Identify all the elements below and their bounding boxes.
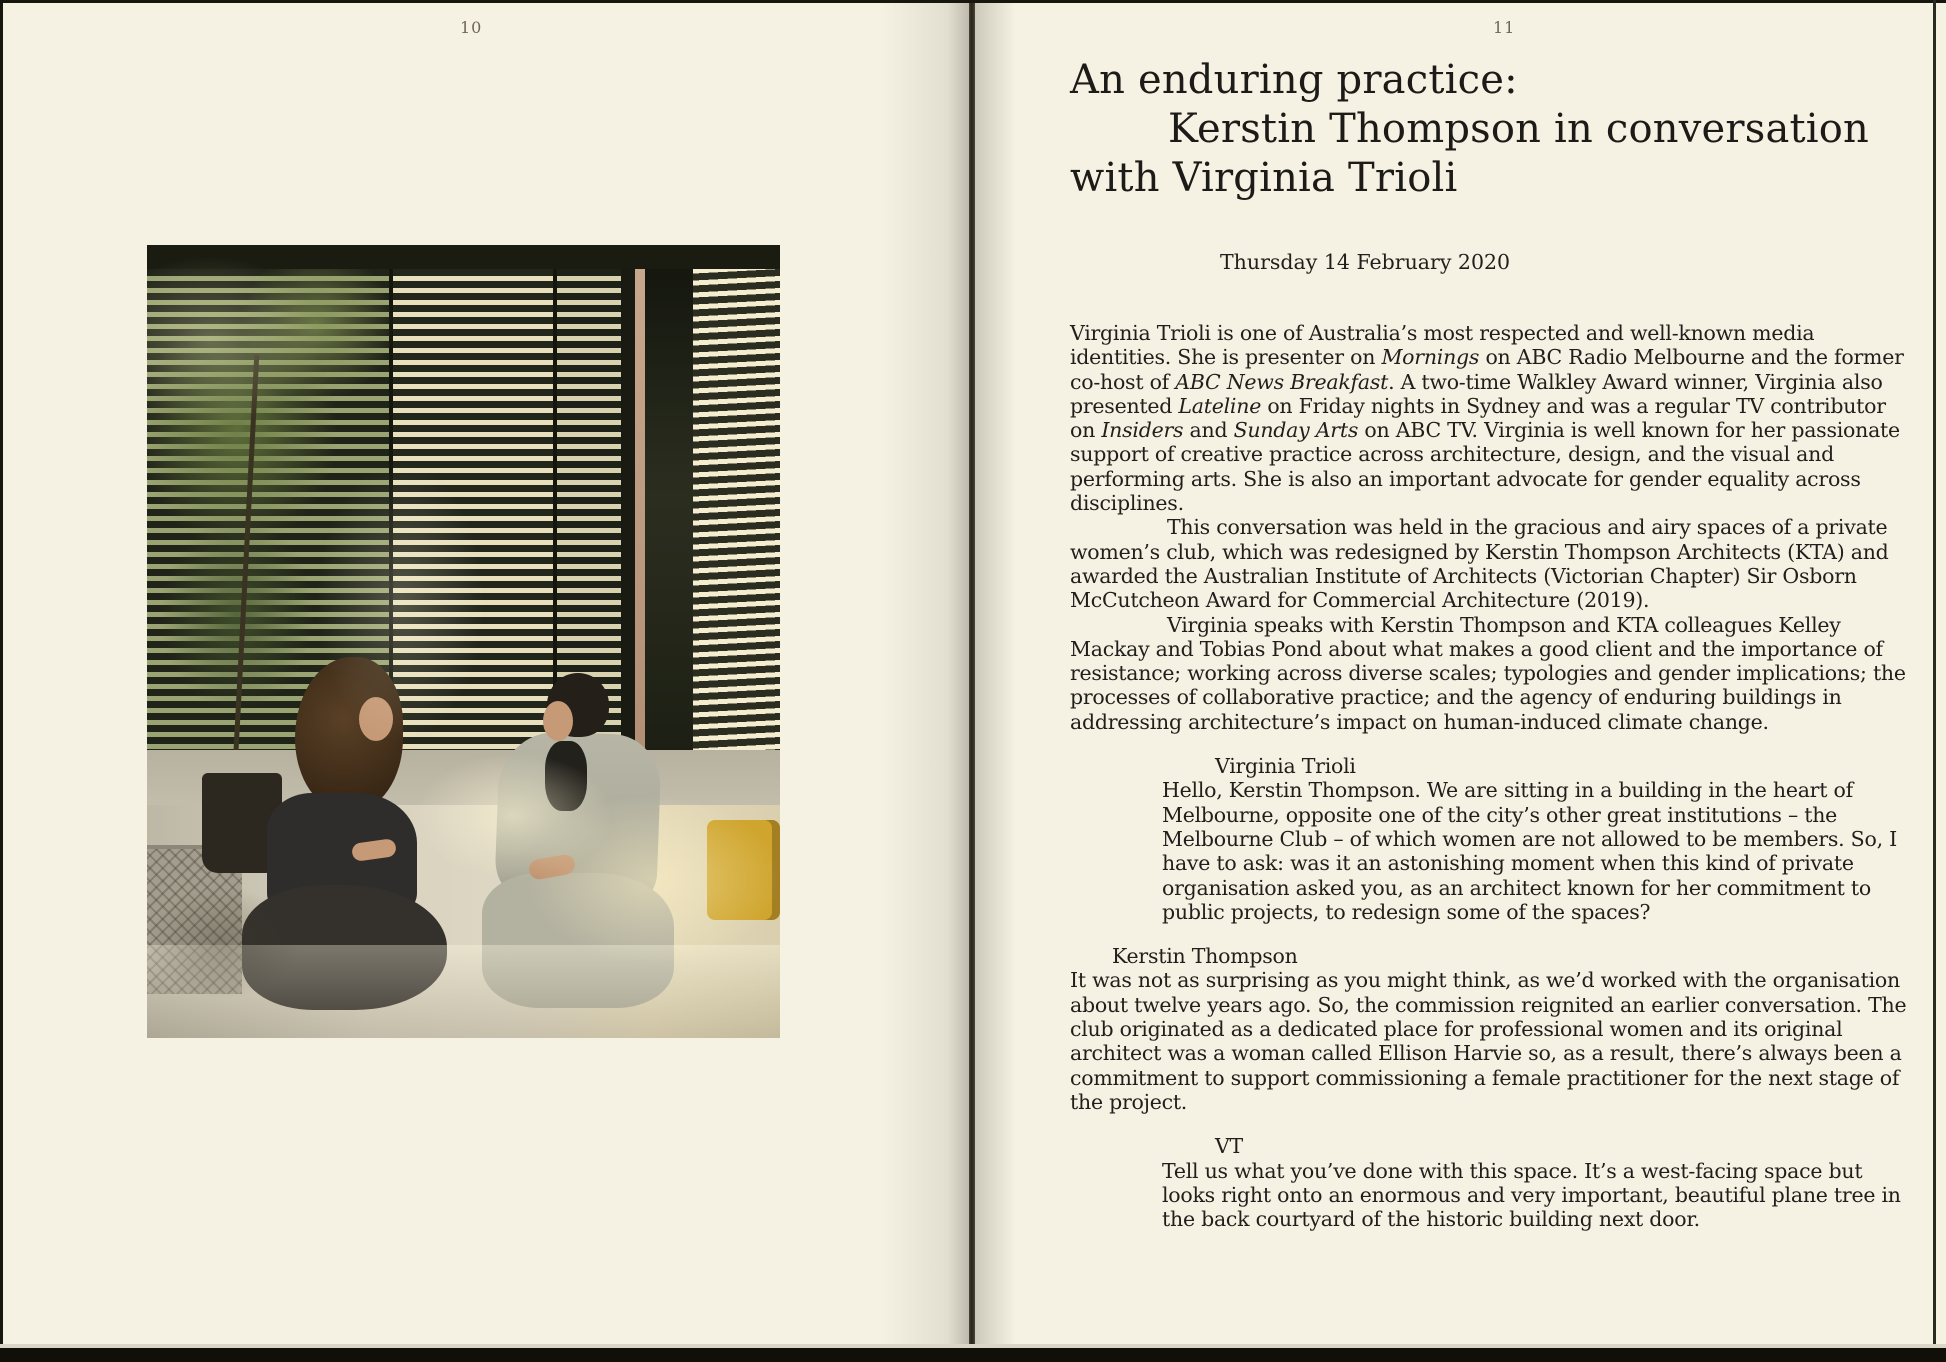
article-title-line: with Virginia Trioli (1070, 155, 1458, 201)
event-date: Thursday 14 February 2020 (1220, 250, 1511, 274)
article-column (1070, 56, 1915, 1231)
article-title-line: An enduring practice: (1070, 57, 1518, 103)
intro-paragraphs (1070, 321, 1915, 734)
scan-edge-top (0, 0, 1946, 3)
page-number-left: 10 (460, 18, 483, 37)
dialogue (1070, 754, 1915, 1231)
scan-edge-left (0, 0, 3, 1362)
conversation-photo (147, 245, 780, 1038)
scan-edge-bottom (0, 1348, 1946, 1362)
page-number-right: 11 (1493, 18, 1516, 37)
photo-sun-dapple-overlay (147, 245, 780, 1038)
dialogue-block (1070, 754, 1915, 924)
dialogue-text: Tell us what you’ve done with this space. It’s a west-facing space but looks right onto an enormous and very important, beautiful plane tree in the back courtyard of the historic building next door. (1162, 1158, 1901, 1232)
spine-shadow-right (975, 0, 1015, 1348)
intro-paragraph: This conversation was held in the gracious and airy spaces of a private women’s club, which was redesigned by Kerstin Thompson Architects (KTA) and awarded the Australian Institute of Architects (Victorian Chapter) Sir Osborn McCutcheon Award for Commercial Architecture (2019). (1070, 515, 1889, 613)
dialogue-block (1070, 944, 1915, 1114)
dialogue-text: It was not as surprising as you might think, as we’d worked with the organisation about twelve years ago. So, the commission reignited an earlier conversation. The club originated as a dedicated place for professional women and its original architect was a woman called Ellison Harvie so, as a result, there’s always been a commitment to support commissioning a female practitioner for the next stage of the project. (1070, 968, 1907, 1114)
speaker-name: VT (1215, 1134, 1243, 1159)
scan-edge-right (1933, 0, 1936, 1362)
article-title-line: Kerstin Thompson in conversation (1168, 106, 1870, 152)
article-title (1070, 56, 1915, 203)
intro-paragraph: Virginia Trioli is one of Australia’s most respected and well-known media identities. She is presenter on Mornings on ABC Radio Melbourne and the former co-host of ABC News Breakfast. A two-time Walkley Award winner, Virginia also presented Lateline on Friday nights in Sydney and was a regular TV contributor on Insiders and Sunday Arts on ABC TV. Virginia is well known for her passionate support of creative practice across architecture, design, and the visual and performing arts. She is also an important advocate for gender equality across disciplines. (1070, 321, 1904, 516)
intro-paragraph: Virginia speaks with Kerstin Thompson and KTA colleagues Kelley Mackay and Tobias Pond about what makes a good client and the importance of resistance; working across diverse scales; typologies and gender implications; the processes of collaborative practice; and the agency of enduring buildings in addressing architecture’s impact on human-induced climate change. (1070, 612, 1906, 734)
dialogue-text: Hello, Kerstin Thompson. We are sitting in a building in the heart of Melbourne, opposite one of the city’s other great institutions – the Melbourne Club – of which women are not allowed to be members. So, I have to ask: was it an astonishing moment when this kind of private organisation asked you, as an architect known for her commitment to public projects, to redesign some of the spaces? (1162, 778, 1897, 924)
speaker-name: Virginia Trioli (1215, 754, 1356, 779)
dialogue-block (1070, 1134, 1915, 1231)
spine-shadow-left (880, 0, 970, 1348)
speaker-name: Kerstin Thompson (1112, 944, 1298, 969)
